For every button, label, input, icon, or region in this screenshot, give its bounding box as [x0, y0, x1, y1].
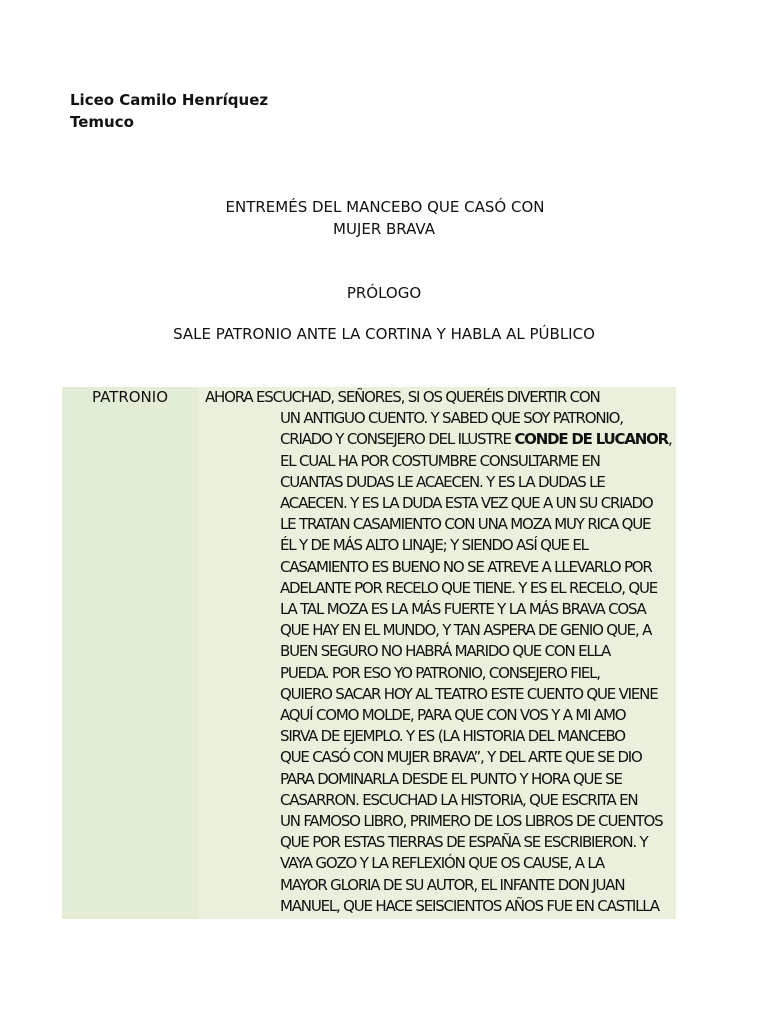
- play-title: [0, 196, 768, 240]
- speech-line: UN ANTIGUO CUENTO. Y SABED QUE SOY PATRONIO,: [280, 409, 623, 428]
- speech-line: QUIERO SACAR HOY AL TEATRO ESTE CUENTO QUE VIENE: [280, 684, 658, 703]
- school-city: Temuco: [70, 113, 134, 131]
- speaker-cell: [62, 387, 198, 919]
- speech-line: EL CUAL HA POR COSTUMBRE CONSULTARME EN: [280, 451, 600, 470]
- speech-line: PUEDA. POR ESO YO PATRONIO, CONSEJERO FIEL,: [280, 663, 600, 682]
- speech-line: UN FAMOSO LIBRO, PRIMERO DE LOS LIBROS DE CUENTOS: [280, 812, 663, 831]
- speech-line: QUE POR ESTAS TIERRAS DE ESPAÑA SE ESCRIBIERON. Y: [280, 833, 648, 852]
- play-title-line-2: MUJER BRAVA: [333, 220, 435, 238]
- speech-line: MANUEL, QUE HACE SEISCIENTOS AÑOS FUE EN CASTILLA: [280, 896, 659, 915]
- emphasis-suffix: ,: [668, 430, 672, 449]
- speech-line: AQUÍ COMO MOLDE, PARA QUE CON VOS Y A MI AMO: [280, 706, 626, 725]
- speech-line: CASARRON. ESCUCHAD LA HISTORIA, QUE ESCRITA EN: [280, 790, 638, 809]
- speech-line: ÉL Y DE MÁS ALTO LINAJE; Y SIENDO ASÍ QUE EL: [280, 536, 588, 555]
- speech-line: ACAECEN. Y ES LA DUDA ESTA VEZ QUE A UN SU CRIADO: [280, 494, 653, 513]
- speech-line: LA TAL MOZA ES LA MÁS FUERTE Y LA MÁS BRAVA COSA: [280, 600, 646, 619]
- speech-line: BUEN SEGURO NO HABRÁ MARIDO QUE CON ELLA: [280, 642, 611, 661]
- speech-line: VAYA GOZO Y LA REFLEXIÓN QUE OS CAUSE, A LA: [280, 854, 604, 873]
- speech-line-text: CRIADO Y CONSEJERO DEL ILUSTRE: [280, 430, 515, 449]
- speech-line: MAYOR GLORIA DE SU AUTOR, EL INFANTE DON JUAN: [280, 875, 625, 894]
- stage-direction: SALE PATRONIO ANTE LA CORTINA Y HABLA AL PÚBLICO: [173, 325, 595, 343]
- speech-line: CUANTAS DUDAS LE ACAECEN. Y ES LA DUDAS LE: [280, 472, 605, 491]
- speech-line: AHORA ESCUCHAD, SEÑORES, SI OS QUERÉIS DIVERTIR CON: [205, 388, 600, 406]
- speaker-name: PATRONIO: [91, 388, 169, 406]
- play-title-line-1: ENTREMÉS DEL MANCEBO QUE CASÓ CON: [225, 198, 545, 216]
- speech-line: LE TRATAN CASAMIENTO CON UNA MOZA MUY RICA QUE: [280, 515, 651, 534]
- speech-line-with-emphasis: [242, 429, 672, 450]
- speech-text: [205, 387, 672, 917]
- speech-line: PARA DOMINARLA DESDE EL PUNTO Y HORA QUE SE: [280, 769, 622, 788]
- school-header: [70, 89, 268, 133]
- emphasized-name: CONDE DE LUCANOR: [514, 430, 668, 449]
- section-heading: PRÓLOGO: [346, 284, 422, 302]
- speech-line: ADELANTE POR RECELO QUE TIENE. Y ES EL RECELO, QUE: [280, 578, 658, 597]
- speech-line: CASAMIENTO ES BUENO NO SE ATREVE A LLEVARLO POR: [280, 557, 652, 576]
- school-name: Liceo Camilo Henríquez: [70, 91, 269, 109]
- speech-line: QUE HAY EN EL MUNDO, Y TAN ASPERA DE GENIO QUE, A: [280, 621, 652, 640]
- dialogue-table: [62, 387, 676, 919]
- speech-line: QUE CASÓ CON MUJER BRAVA”, Y DEL ARTE QUE SE DIO: [280, 748, 642, 767]
- speech-line: SIRVA DE EJEMPLO. Y ES (LA HISTORIA DEL MANCEBO: [280, 727, 625, 746]
